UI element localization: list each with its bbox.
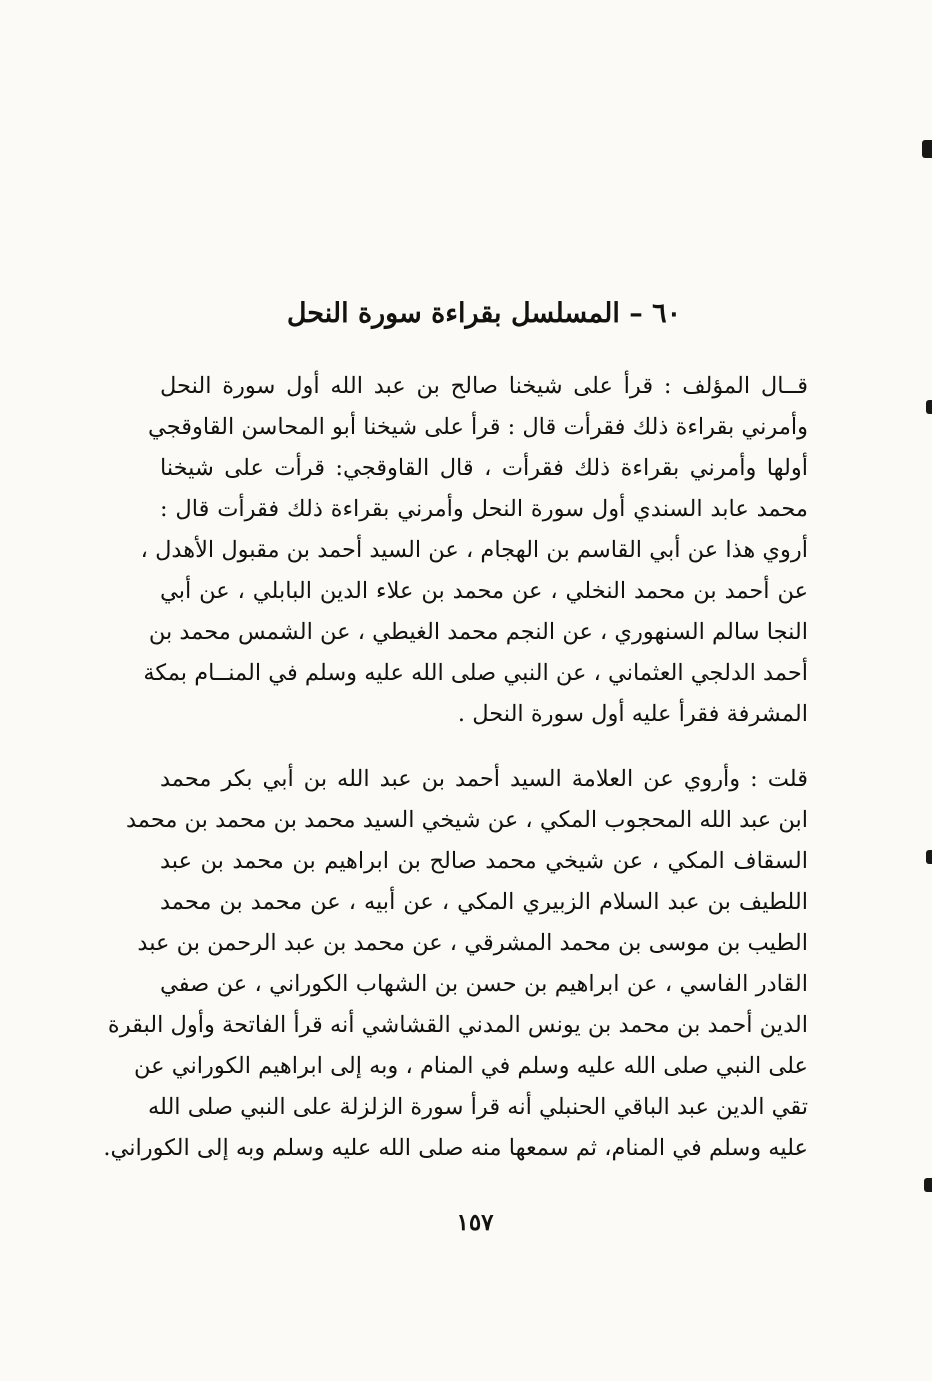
paragraph-line: أولها وأمرني بقراءة ذلك فقرأت ، قال القاوقجي: قرأت على شيخنا: [160, 455, 808, 481]
paragraph-2: [103, 759, 808, 1169]
paragraph-line: قــال المؤلف : قرأ على شيخنا صالح بن عبد الله أول سورة النحل: [160, 373, 808, 399]
scan-edge-mark: [926, 850, 932, 864]
paragraph-line: النجا سالم السنهوري ، عن النجم محمد الغيطي ، عن الشمس محمد بن: [148, 619, 808, 645]
paragraph-line: الطيب بن موسى بن محمد المشرقي ، عن محمد بن عبد الرحمن بن عبد: [137, 930, 808, 956]
scan-edge-mark: [922, 140, 932, 158]
paragraph-line: وأمرني بقراءة ذلك فقرأت قال : قرأ على شيخنا أبو المحاسن القاوقجي: [147, 414, 808, 440]
paragraph-line: القادر الفاسي ، عن ابراهيم بن حسن بن الشهاب الكوراني ، عن صفي: [160, 971, 808, 997]
paragraph-line: الدين أحمد بن محمد بن يونس المدني القشاشي أنه قرأ الفاتحة وأول البقرة: [107, 1012, 808, 1038]
paragraph-line: محمد عابد السندي أول سورة النحل وأمرني بقراءة ذلك فقرأت قال :: [160, 496, 808, 522]
paragraph-line: أحمد الدلجي العثماني ، عن النبي صلى الله عليه وسلم في المنــام بمكة: [143, 660, 808, 686]
section-title: ٦٠ – المسلسل بقراءة سورة النحل: [286, 298, 682, 329]
scan-edge-mark: [926, 400, 932, 414]
paragraph-line: عن أحمد بن محمد النخلي ، عن محمد بن علاء الدين البابلي ، عن أبي: [160, 578, 808, 604]
paragraph-line: تقي الدين عبد الباقي الحنبلي أنه قرأ سورة الزلزلة على النبي صلى الله: [147, 1094, 808, 1120]
paragraph-line: عليه وسلم في المنام، ثم سمعها منه صلى الله عليه وسلم وبه إلى الكوراني.: [103, 1135, 808, 1161]
paragraph-line: ابن عبد الله المحجوب المكي ، عن شيخي السيد محمد بن محمد بن محمد: [126, 807, 808, 833]
paragraph-line: المشرفة فقرأ عليه أول سورة النحل .: [457, 701, 808, 727]
paragraph-line: على النبي صلى الله عليه وسلم في المنام ، وبه إلى ابراهيم الكوراني عن: [133, 1053, 808, 1079]
paragraph-line: اللطيف بن عبد السلام الزبيري المكي ، عن أبيه ، عن محمد بن محمد: [160, 889, 808, 915]
scan-edge-mark: [924, 1178, 932, 1192]
page-number: ١٥٧: [456, 1209, 494, 1236]
paragraph-1: [140, 366, 808, 735]
paragraph-line: قلت : وأروي عن العلامة السيد أحمد بن عبد الله بن أبي بكر محمد: [160, 766, 808, 792]
paragraph-line: السقاف المكي ، عن شيخي محمد صالح بن ابراهيم بن محمد بن عبد: [160, 848, 808, 874]
paragraph-line: أروي هذا عن أبي القاسم بن الهجام ، عن السيد أحمد بن مقبول الأهدل ،: [140, 537, 808, 563]
